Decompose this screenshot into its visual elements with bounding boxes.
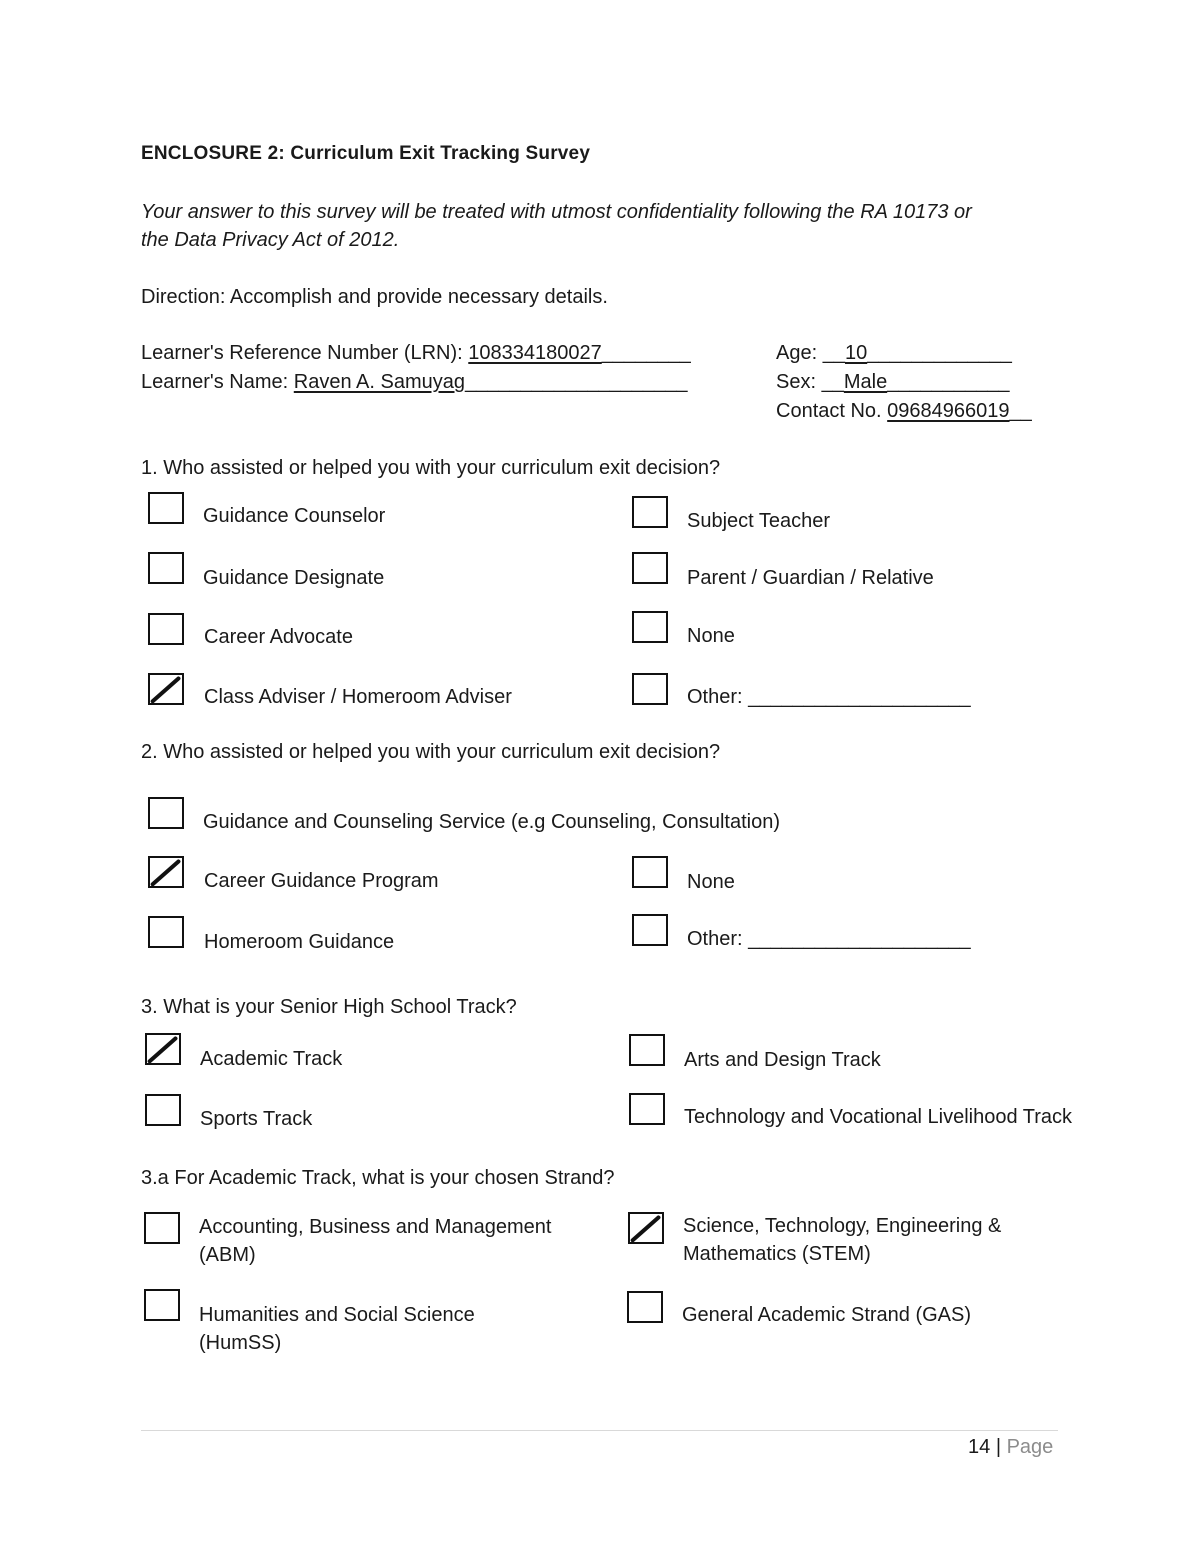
option-guidance-counselor: Guidance Counselor	[203, 505, 386, 527]
option-academic-track: Academic Track	[200, 1048, 343, 1070]
page-word: Page	[1006, 1436, 1054, 1458]
option-career-guidance-program: Career Guidance Program	[204, 870, 439, 892]
lrn-label: Learner's Reference Number (LRN):	[141, 342, 463, 364]
checkbox-guidance-counseling-service[interactable]	[148, 797, 184, 829]
age-lead: __	[822, 342, 845, 364]
option-class-adviser: Class Adviser / Homeroom Adviser	[204, 686, 512, 708]
option-none-q2: None	[687, 871, 735, 893]
checkbox-abm[interactable]	[144, 1212, 180, 1244]
page-number: 14	[968, 1436, 991, 1458]
checkbox-tvl-track[interactable]	[629, 1093, 665, 1125]
sex-label: Sex:	[776, 371, 817, 393]
checkbox-none-q1[interactable]	[632, 611, 668, 643]
lrn-row	[141, 341, 691, 365]
check-slash-icon	[150, 858, 182, 886]
question-2: 2. Who assisted or helped you with your curriculum exit decision?	[141, 741, 721, 763]
checkbox-stem[interactable]	[628, 1212, 664, 1244]
lrn-blank: ________	[601, 342, 691, 364]
sex-row	[776, 370, 1010, 394]
question-3: 3. What is your Senior High School Track?	[141, 996, 517, 1018]
check-slash-stroke	[633, 1218, 659, 1241]
name-blank: ____________________	[465, 371, 688, 393]
age-blank: _____________	[867, 342, 1012, 364]
document-title: ENCLOSURE 2: Curriculum Exit Tracking Survey	[141, 143, 591, 164]
option-other-q2: Other: ____________________	[687, 928, 971, 950]
checkbox-other-q2[interactable]	[632, 914, 668, 946]
option-subject-teacher: Subject Teacher	[687, 510, 831, 532]
direction-text: Direction: Accomplish and provide necessary details.	[141, 286, 608, 308]
sex-lead: __	[821, 371, 844, 393]
checkbox-guidance-designate[interactable]	[148, 552, 184, 584]
checkbox-humss[interactable]	[144, 1289, 180, 1321]
age-row	[776, 341, 1012, 365]
option-homeroom-guidance: Homeroom Guidance	[204, 931, 395, 953]
contact-value[interactable]: 09684966019	[887, 400, 1010, 422]
contact-row	[776, 399, 1032, 423]
checkbox-class-adviser[interactable]	[148, 673, 184, 705]
name-value[interactable]: Raven A. Samuyag	[293, 371, 465, 393]
option-none-q1: None	[687, 625, 735, 647]
option-humss-line-2: (HumSS)	[199, 1332, 282, 1354]
checkbox-arts-design-track[interactable]	[629, 1034, 665, 1066]
option-stem-line-2: Mathematics (STEM)	[683, 1243, 871, 1265]
checkbox-sports-track[interactable]	[145, 1094, 181, 1126]
question-1: 1. Who assisted or helped you with your curriculum exit decision?	[141, 457, 721, 479]
question-3a: 3.a For Academic Track, what is your chosen Strand?	[141, 1167, 615, 1189]
option-sports-track: Sports Track	[200, 1108, 313, 1130]
name-label: Learner's Name:	[141, 371, 289, 393]
option-guidance-designate: Guidance Designate	[203, 567, 385, 589]
option-parent-guardian-relative: Parent / Guardian / Relative	[687, 567, 934, 589]
check-slash-icon	[147, 1035, 179, 1063]
option-guidance-counseling-service: Guidance and Counseling Service (e.g Counseling, Consultation)	[203, 811, 781, 833]
checkbox-guidance-counselor[interactable]	[148, 492, 184, 524]
check-slash-stroke	[150, 1039, 176, 1062]
option-other-q1: Other: ____________________	[687, 686, 971, 708]
age-value[interactable]: 10	[844, 342, 868, 364]
check-slash-stroke	[153, 679, 179, 702]
option-abm-line-2: (ABM)	[199, 1244, 256, 1266]
age-label: Age:	[776, 342, 818, 364]
check-slash-icon	[150, 675, 182, 703]
checkbox-subject-teacher[interactable]	[632, 496, 668, 528]
privacy-notice-line-2: the Data Privacy Act of 2012.	[141, 229, 400, 251]
option-humss-line-1: Humanities and Social Science	[199, 1304, 475, 1326]
option-stem-line-1: Science, Technology, Engineering &	[683, 1215, 1002, 1237]
sex-value[interactable]: Male	[843, 371, 888, 393]
option-tvl-track: Technology and Vocational Livelihood Track	[684, 1106, 1073, 1128]
page-footer	[968, 1435, 1053, 1459]
page-separator: |	[995, 1436, 1002, 1458]
checkbox-career-advocate[interactable]	[148, 613, 184, 645]
name-row	[141, 370, 687, 394]
checkbox-gas[interactable]	[627, 1291, 663, 1323]
check-slash-stroke	[153, 862, 179, 885]
option-abm-line-1: Accounting, Business and Management	[199, 1216, 552, 1238]
check-slash-icon	[630, 1214, 662, 1242]
checkbox-parent-guardian-relative[interactable]	[632, 552, 668, 584]
checkbox-homeroom-guidance[interactable]	[148, 916, 184, 948]
contact-blank: __	[1009, 400, 1032, 422]
checkbox-none-q2[interactable]	[632, 856, 668, 888]
checkbox-career-guidance-program[interactable]	[148, 856, 184, 888]
footer-divider	[141, 1430, 1058, 1431]
option-career-advocate: Career Advocate	[204, 626, 353, 648]
privacy-notice-line-1: Your answer to this survey will be treated with utmost confidentiality following the RA 10173 or	[141, 201, 972, 223]
lrn-value[interactable]: 108334180027	[468, 342, 602, 364]
option-arts-design-track: Arts and Design Track	[684, 1049, 881, 1071]
checkbox-academic-track[interactable]	[145, 1033, 181, 1065]
option-gas-line-1: General Academic Strand (GAS)	[682, 1304, 972, 1326]
sex-blank: ___________	[887, 371, 1010, 393]
contact-label: Contact No.	[776, 400, 882, 422]
checkbox-other-q1[interactable]	[632, 673, 668, 705]
